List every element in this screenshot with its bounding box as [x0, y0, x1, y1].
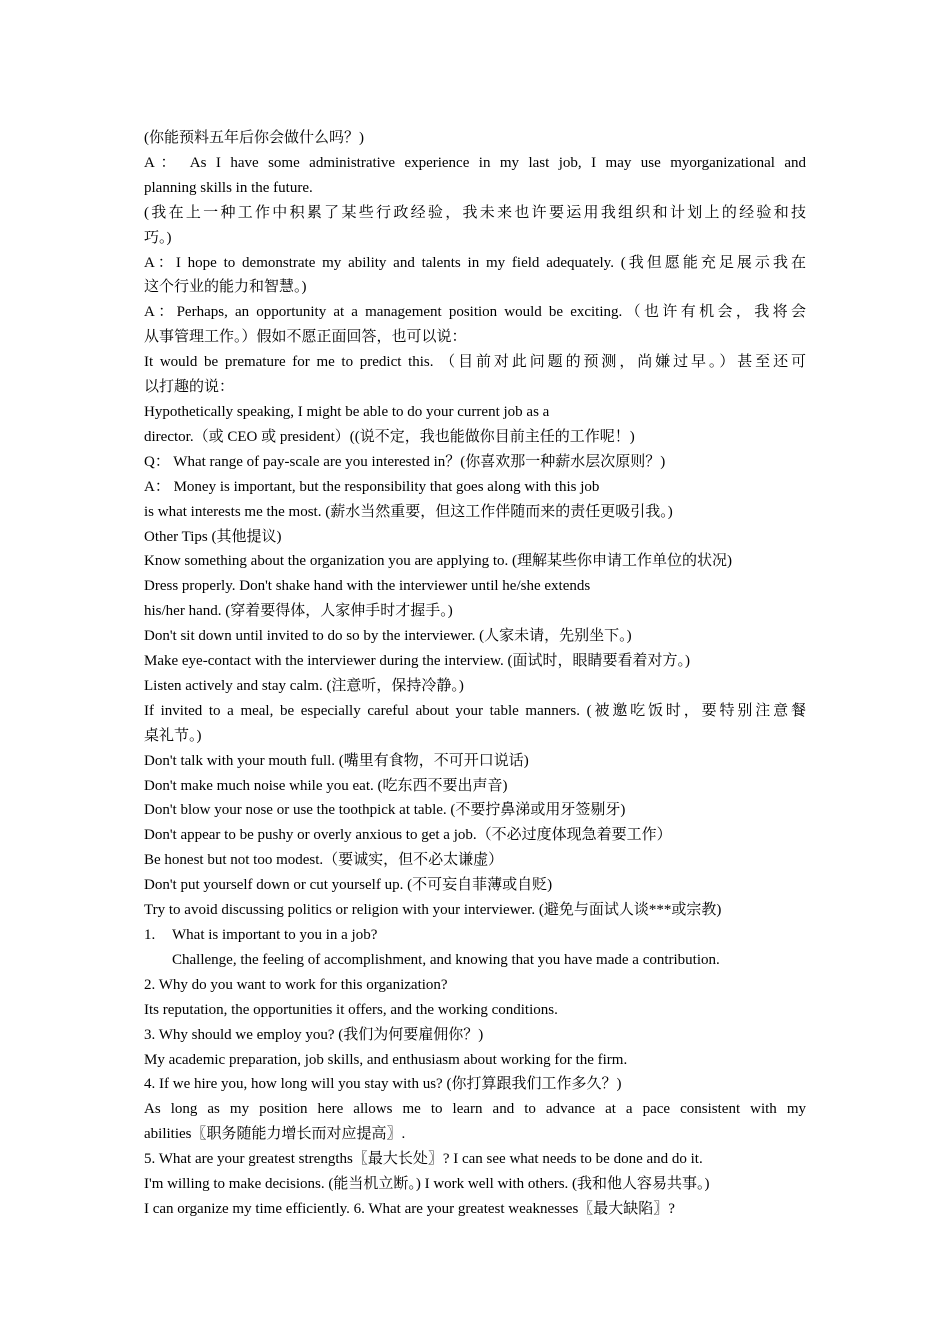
text-line: 巧。) [144, 229, 172, 246]
text-line: Its reputation, the opportunities it offers, and the working conditions. [144, 1001, 558, 1018]
text-line: A： Money is important, but the responsibility that goes along with this job [144, 478, 600, 495]
numbered-item-1 [144, 923, 806, 973]
text-line: Listen actively and stay calm. (注意听，保持冷静。) [144, 677, 464, 694]
answer-line: Challenge, the feeling of accomplishment, and knowing that you have made a contribution. [172, 951, 720, 968]
text-line: 桌礼节。) [144, 727, 202, 744]
text-line: Don't talk with your mouth full. (嘴里有食物，不可开口说话) [144, 752, 529, 769]
text-line: 2. Why do you want to work for this organization? [144, 976, 448, 993]
text-line: A：I hope to demonstrate my ability and talents in my field adequately. (我但愿能充足展示我在 [144, 254, 806, 271]
text-line: It would be premature for me to predict this. （目前对此问题的预测，尚嫌过早。）甚至还可 [144, 354, 806, 371]
text-line: A：Perhaps, an opportunity at a management position would be exciting.（也许有机会，我将会 [144, 304, 806, 321]
text-line: 从事管理工作。）假如不愿正面回答，也可以说： [144, 329, 467, 346]
text-line: Try to avoid discussing politics or religion with your interviewer. (避免与面试人谈***或宗教) [144, 902, 722, 919]
text-line: Don't sit down until invited to do so by the interviewer. (人家未请，先别坐下。) [144, 628, 632, 645]
qa-text-block [144, 973, 806, 1222]
text-line: 以打趣的说： [144, 379, 235, 396]
text-line: 5. What are your greatest strengths〖最大长处〗? I can see what needs to be done and do it. [144, 1151, 703, 1168]
document-page [144, 126, 806, 1222]
text-line: Know something about the organization you are applying to. (理解某些你申请工作单位的状况) [144, 553, 732, 570]
text-line: Other Tips (其他提议) [144, 528, 282, 545]
text-line: Make eye-contact with the interviewer during the interview. (面试时，眼睛要看着对方。) [144, 653, 690, 670]
text-line: (你能预料五年后你会做什么吗？) [144, 130, 364, 146]
text-line: (我在上一种工作中积累了某些行政经验，我未来也许要运用我组织和计划上的经验和技 [144, 204, 806, 221]
text-line: Don't make much noise while you eat. (吃东西不要出声音) [144, 777, 508, 794]
text-line: Hypothetically speaking, I might be able to do your current job as a [144, 403, 550, 420]
text-line: Be honest but not too modest.（要诚实，但不必太谦虚） [144, 852, 504, 869]
question-line [144, 923, 806, 948]
text-line: director.（或 CEO 或 president）((说不定，我也能做你目前主任的工作呢！) [144, 428, 635, 445]
text-line: Don't put yourself down or cut yourself up. (不可妄自菲薄或自贬) [144, 877, 553, 894]
text-line: his/her hand. (穿着要得体，人家伸手时才握手。) [144, 603, 453, 620]
text-line: Don't blow your nose or use the toothpick at table. (不要拧鼻涕或用牙签剔牙) [144, 802, 626, 819]
text-line: As long as my position here allows me to learn and to advance at a pace consistent with my [144, 1101, 806, 1118]
text-line: 这个行业的能力和智慧。) [144, 279, 307, 296]
text-line: A： As I have some administrative experience in my last job, I may use myorganizational and [144, 154, 806, 171]
item-number: 1. [144, 927, 156, 943]
interview-text-block [144, 126, 806, 923]
text-line: 4. If we hire you, how long will you stay with us? (你打算跟我们工作多久？) [144, 1076, 622, 1093]
text-line: 3. Why should we employ you? (我们为何要雇佣你？) [144, 1026, 484, 1043]
text-line: I can organize my time efficiently. 6. What are your greatest weaknesses〖最大缺陷〗? [144, 1200, 675, 1217]
text-line: Q： What range of pay-scale are you interested in？(你喜欢那一种薪水层次原则？) [144, 453, 666, 470]
text-line: If invited to a meal, be especially careful about your table manners. (被邀吃饭时，要特别注意餐 [144, 702, 806, 719]
text-line: Don't appear to be pushy or overly anxious to get a job.（不必过度体现急着要工作） [144, 827, 672, 844]
text-line: abilities〖职务随能力增长而对应提高〗. [144, 1126, 406, 1143]
text-line: I'm willing to make decisions. (能当机立断。) I work well with others. (我和他人容易共事。) [144, 1176, 710, 1193]
text-line: My academic preparation, job skills, and enthusiasm about working for the firm. [144, 1051, 628, 1068]
text-line: is what interests me the most. (薪水当然重要，但这工作伴随而来的责任更吸引我。) [144, 503, 673, 520]
text-line: planning skills in the future. [144, 179, 313, 196]
text-line: Dress properly. Don't shake hand with the interviewer until he/she extends [144, 578, 591, 595]
question-text: What is important to you in a job? [172, 927, 378, 943]
